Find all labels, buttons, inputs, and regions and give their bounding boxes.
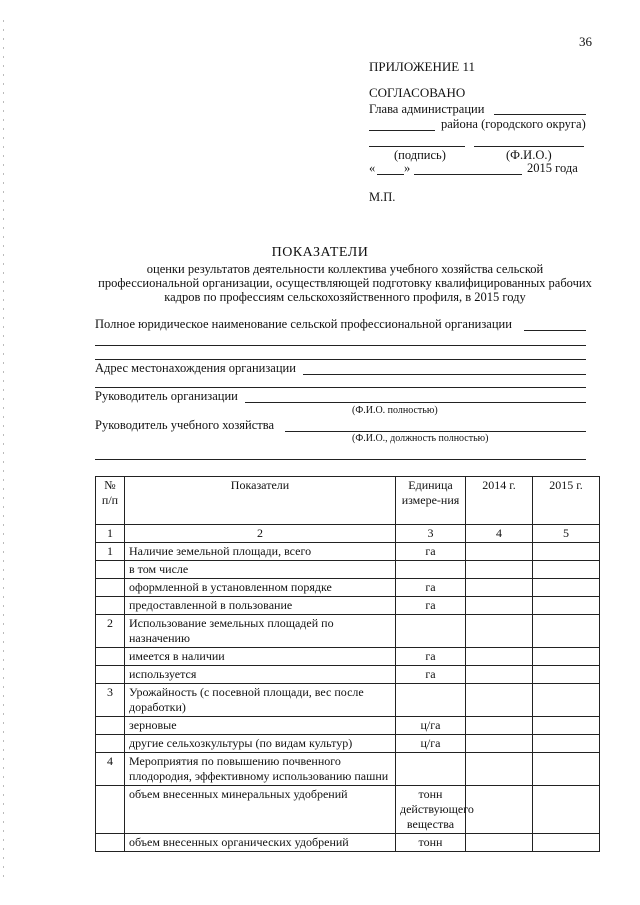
col-number: 3 [396,525,466,543]
row-num [96,786,125,834]
farm-head-line [285,431,586,432]
table-row [96,684,600,717]
table-row [96,834,600,852]
row-unit: ц/га [396,717,466,735]
row-value-2015 [533,597,600,615]
signature-hint: (подпись) [394,148,446,162]
row-num [96,834,125,852]
row-indicator: используется [125,666,396,684]
row-indicator: Наличие земельной площади, всего [125,543,396,561]
row-unit: га [396,597,466,615]
org-name-label: Полное юридическое наименование сельской профессиональной организации [95,317,512,331]
row-indicator: объем внесенных органических удобрений [125,834,396,852]
table-row [96,717,600,735]
row-unit: га [396,648,466,666]
head-admin-line [494,114,586,115]
director-hint: (Ф.И.О. полностью) [352,405,438,416]
row-value-2014 [466,717,533,735]
farm-head-hint: (Ф.И.О., должность полностью) [352,433,489,444]
scan-edge-marks [3,20,4,880]
row-value-2014 [466,543,533,561]
row-value-2015 [533,753,600,786]
row-value-2014 [466,684,533,717]
header-indicator: Показатели [125,477,396,525]
table-row [96,786,600,834]
approval-label: СОГЛАСОВАНО [369,85,466,100]
row-unit [396,615,466,648]
address-line-1 [303,374,586,375]
address-label: Адрес местонахождения организации [95,361,296,375]
row-unit: га [396,543,466,561]
row-value-2015 [533,579,600,597]
column-numbers-row [96,525,600,543]
org-name-line-1 [524,330,586,331]
row-value-2015 [533,786,600,834]
row-value-2014 [466,648,533,666]
row-num [96,666,125,684]
row-unit: ц/га [396,735,466,753]
row-value-2015 [533,684,600,717]
row-unit [396,684,466,717]
row-value-2015 [533,834,600,852]
row-value-2014 [466,579,533,597]
table-row [96,753,600,786]
row-value-2015 [533,543,600,561]
document-subtitle: оценки результатов деятельности коллектива учебного хозяйства сельской профессиональной организации, осуществляющей подготовку квалифицированных рабочих кадров по профессиям сельскохозяйственного профиля, в 2015 году [98,262,592,304]
row-num [96,648,125,666]
row-value-2014 [466,786,533,834]
table-row [96,735,600,753]
header-2015: 2015 г. [533,477,600,525]
row-num [96,717,125,735]
table-header-row [96,477,600,525]
row-indicator: имеется в наличии [125,648,396,666]
row-num [96,735,125,753]
row-unit: тонн [396,834,466,852]
farm-head-label: Руководитель учебного хозяйства [95,418,274,432]
date-close-quote: » [404,161,411,175]
row-value-2015 [533,561,600,579]
fio-line [474,146,584,147]
indicators-table [95,476,600,852]
col-number: 1 [96,525,125,543]
date-open-quote: « [369,161,376,175]
row-num [96,597,125,615]
row-value-2014 [466,615,533,648]
director-label: Руководитель организации [95,389,238,403]
row-num: 1 [96,543,125,561]
row-value-2015 [533,615,600,648]
signature-line [369,146,465,147]
row-num [96,561,125,579]
row-unit: тонн действующего вещества [396,786,466,834]
stamp-label: М.П. [369,190,396,204]
row-indicator: в том числе [125,561,396,579]
row-indicator: Урожайность (с посевной площади, вес после доработки) [125,684,396,717]
table-row [96,579,600,597]
document-title: ПОКАЗАТЕЛИ [271,245,369,260]
col-number: 5 [533,525,600,543]
page-number: 36 [579,34,592,49]
row-num: 4 [96,753,125,786]
row-indicator: предоставленной в пользование [125,597,396,615]
table-row [96,597,600,615]
farm-head-line-2 [95,459,586,460]
date-day-line [377,174,404,175]
header-unit: Единица измере-ния [396,477,466,525]
row-value-2014 [466,597,533,615]
row-value-2015 [533,666,600,684]
district-line [369,130,435,131]
fio-hint: (Ф.И.О.) [506,148,552,162]
row-value-2014 [466,834,533,852]
director-line [245,402,586,403]
row-unit [396,561,466,579]
table-row [96,648,600,666]
row-value-2014 [466,666,533,684]
header-num: № п/п [96,477,125,525]
row-value-2014 [466,753,533,786]
row-value-2015 [533,735,600,753]
row-indicator: Мероприятия по повышению почвенного плодородия, эффективному использованию пашни [125,753,396,786]
row-unit [396,753,466,786]
row-value-2015 [533,648,600,666]
row-value-2015 [533,717,600,735]
row-indicator: объем внесенных минеральных удобрений [125,786,396,834]
row-indicator: оформленной в установленном порядке [125,579,396,597]
row-num: 3 [96,684,125,717]
header-2014: 2014 г. [466,477,533,525]
district-label: района (городского округа) [441,117,586,131]
col-number: 4 [466,525,533,543]
table-row [96,561,600,579]
table-row [96,615,600,648]
row-unit: га [396,579,466,597]
row-unit: га [396,666,466,684]
date-month-line [414,174,522,175]
table-row [96,666,600,684]
row-value-2014 [466,735,533,753]
date-year: 2015 года [527,161,578,175]
row-num [96,579,125,597]
table-row [96,543,600,561]
row-indicator: зерновые [125,717,396,735]
org-name-line-3 [95,359,586,360]
row-indicator: другие сельхозкультуры (по видам культур) [125,735,396,753]
row-num: 2 [96,615,125,648]
row-indicator: Использование земельных площадей по назначению [125,615,396,648]
address-line-2 [95,387,586,388]
head-admin-label: Глава администрации [369,102,485,116]
org-name-line-2 [95,345,586,346]
row-value-2014 [466,561,533,579]
appendix-label: ПРИЛОЖЕНИЕ 11 [369,59,475,74]
col-number: 2 [125,525,396,543]
